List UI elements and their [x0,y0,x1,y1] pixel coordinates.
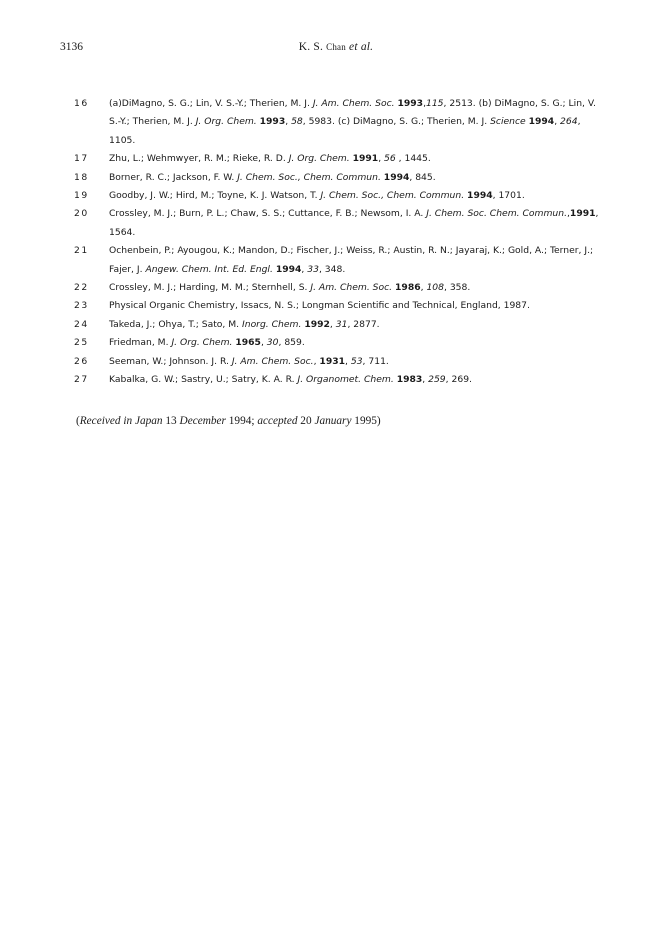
reference-item [74,316,604,334]
received-open-paren: ( [76,415,80,427]
reference-segment: , 1105. [109,116,581,146]
received-label: Received in Japan [79,415,163,427]
reference-text [109,356,389,367]
reference-item [74,297,604,315]
reference-item [74,205,604,242]
reference-segment: 1965 [235,337,261,349]
reference-item [74,187,604,205]
reference-segment: , 358. [444,282,471,294]
reference-text [109,374,472,385]
reference-segment: 30 [266,337,279,349]
reference-segment: , [422,374,429,386]
reference-item [74,169,604,187]
accepted-day: 20 [297,415,315,427]
reference-segment: , 859. [278,337,305,349]
reference-item [74,353,604,371]
running-head [0,41,672,53]
reference-segment: 259 [428,374,446,386]
reference-segment: 108 [426,282,444,294]
reference-segment: , 348. [318,263,346,275]
reference-segment: Ochenbein, P.; Ayougou, K.; Mandon, D.; Fischer, J.; Weiss, R.; Austin, R. N.; Jayaraj, K.; Gold, A.; Terner, J.; Fajer, J. [109,245,594,275]
reference-segment: J. Organomet. Chem. [297,374,394,386]
reference-number: 26 [74,355,89,367]
running-head-et-al: et al. [345,41,374,53]
accepted-year: 1995) [351,415,381,427]
received-note [76,415,381,427]
reference-segment: Goodby, J. W.; Hird, M.; Toyne, K. J. Watson, T. [109,190,321,202]
reference-segment: (a)DiMagno, S. G.; Lin, V. S.-Y.; Therien, M. J. [109,98,313,109]
reference-item [74,242,604,279]
reference-segment: J. Org. Chem. [171,337,233,349]
reference-segment: , [301,263,308,275]
reference-segment: , 711. [362,355,389,367]
reference-segment: 1992 [304,318,330,330]
reference-segment: , [420,282,427,294]
reference-segment: Physical Organic Chemistry, Issacs, N. S.; Longman Scientific and Technical, England, 1987. [109,300,530,312]
reference-segment: J. Org. Chem. [195,116,257,128]
reference-number: 22 [74,282,89,294]
reference-text [109,172,436,183]
reference-segment: 56 [384,153,396,165]
reference-segment: 53 [350,355,363,367]
reference-segment: 1993 [397,98,424,109]
reference-segment: , [345,355,351,367]
reference-segment: Seeman, W.; Johnson. J. R. [109,355,232,367]
reference-segment: , [567,208,570,220]
reference-number: 21 [74,245,89,257]
reference-number: 16 [74,98,89,109]
reference-text [109,245,593,274]
reference-segment: , 2513. (b) DiMagno, S. G.; Lin, V. S.-Y.; Therien, M. J. [109,98,596,128]
reference-segment: 1931 [319,355,345,367]
reference-segment: J. Chem. Soc., Chem. Commun. [320,190,465,202]
reference-segment: , [554,116,561,128]
reference-segment: 33 [307,263,319,275]
reference-text [109,190,525,201]
reference-number: 18 [74,171,89,183]
reference-segment: , [313,355,320,367]
reference-number: 27 [74,374,89,386]
page-number: 3136 [60,41,83,53]
reference-segment: J. Org. Chem. [288,153,350,165]
reference-segment: 1983 [396,374,423,386]
reference-segment: 1994 [467,190,493,202]
reference-segment: Angew. Chem. Int. Ed. Engl. [145,263,273,275]
reference-segment: Friedman, M. [109,337,172,349]
reference-number: 20 [74,208,89,220]
reference-segment: 1994 [275,263,302,275]
reference-segment: 115 [425,98,444,109]
reference-segment: Crossley, M. J.; Harding, M. M.; Sternhell, S. [109,282,311,294]
reference-segment: , [423,98,426,109]
reference-segment: , 845. [409,171,436,183]
reference-item [74,334,604,352]
reference-text [109,319,380,330]
running-head-surname: Chan [326,42,346,52]
reference-item [74,150,604,168]
reference-segment: , [329,318,336,330]
reference-segment: J. Am. Chem. Soc. [312,98,395,109]
reference-segment: Crossley, M. J.; Burn, P. L.; Chaw, S. S.; Cuttance, F. B.; Newsom, I. A. [109,208,427,220]
reference-segment: J. Am. Chem. Soc. [310,282,393,294]
reference-number: 19 [74,190,89,202]
reference-item [74,371,604,389]
reference-segment: , 5983. (c) DiMagno, S. G.; Therien, M. J. [302,116,491,128]
reference-segment: 1986 [395,282,421,294]
reference-number: 23 [74,300,89,312]
reference-item [74,279,604,297]
reference-text [109,153,431,164]
reference-number: 25 [74,337,89,349]
reference-item [74,95,604,150]
reference-segment: , 1701. [492,190,525,202]
reference-segment: Borner, R. C.; Jackson, F. W. [109,171,238,183]
received-day: 13 [162,415,180,427]
accepted-month: January [314,415,352,427]
received-year: 1994; [225,415,258,427]
reference-segment: Takeda, J.; Ohya, T.; Sato, M. [109,318,243,330]
reference-segment: 31 [335,318,348,330]
reference-segment: 1994 [528,116,555,128]
reference-number: 24 [74,318,89,330]
reference-segment: 1994 [383,171,410,183]
reference-segment: J. Chem. Soc. Chem. Commun. [426,208,567,220]
reference-segment: 58 [291,116,303,128]
reference-segment: , 1564. [109,208,599,238]
reference-text [109,282,470,293]
reference-segment: , 1445. [395,153,431,165]
reference-segment: Zhu, L.; Wehmwyer, R. M.; Rieke, R. D. [109,153,289,165]
reference-segment: Science [490,116,526,128]
reference-segment: 264 [560,116,578,128]
reference-number: 17 [74,153,89,165]
reference-segment: J. Chem. Soc., Chem. Commun. [237,171,381,183]
received-month: December [179,415,226,427]
reference-list [74,95,604,390]
reference-segment: , 269. [445,374,472,386]
reference-segment: 1991 [352,153,379,165]
reference-segment: 1993 [259,116,286,128]
reference-text [109,300,530,311]
reference-segment: 1991 [569,208,596,220]
accepted-label: accepted [257,415,298,427]
reference-text [109,208,598,237]
reference-segment: , [378,153,385,165]
reference-segment: , [285,116,292,128]
reference-segment: Inorg. Chem. [242,318,302,330]
reference-text [109,98,596,146]
reference-segment: J. Am. Chem. Soc. [231,355,314,367]
reference-segment: , 2877. [347,318,380,330]
running-head-initials: K. S. [298,41,327,53]
reference-text [109,337,305,348]
reference-segment: , [260,337,267,349]
reference-segment: Kabalka, G. W.; Sastry, U.; Satry, K. A. R. [109,374,298,386]
